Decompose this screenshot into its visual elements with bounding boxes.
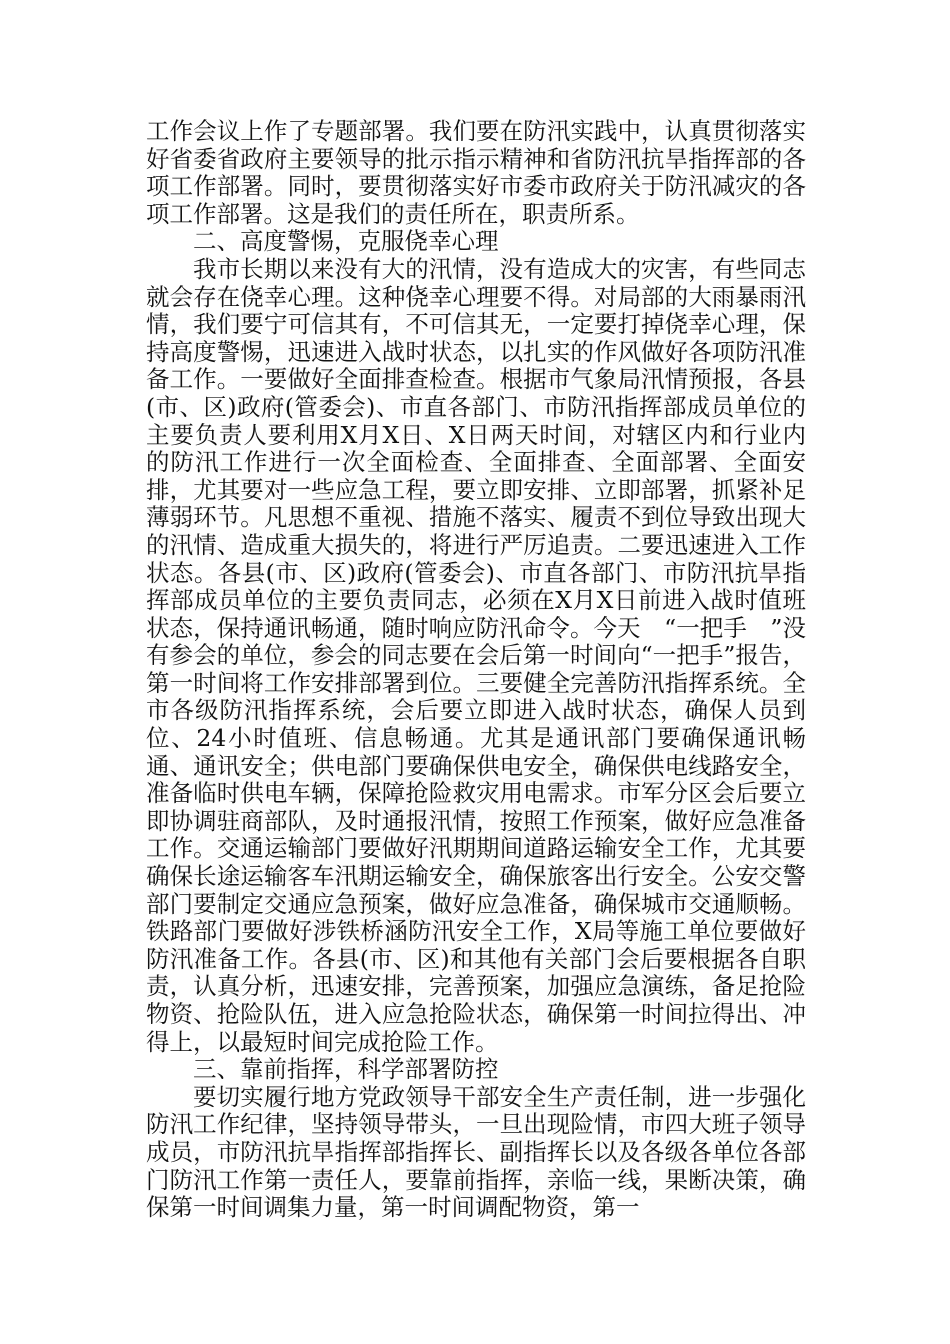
body-paragraph: 我市长期以来没有大的汛情，没有造成大的灾害，有些同志就会存在侥幸心理。这种侥幸心理要不得。对局部的大雨暴雨汛情，我们要宁可信其有，不可信其无，一定要打掉侥幸心理，保持高度警惕，迅速进入战时状态，以扎实的作风做好各项防汛准备工作。一要做好全面排查检查。根据市气象局汛情预报，各县(市、区)政府(管委会)、市直各部门、市防汛指挥部成员单位的主要负责人要利用X月X日、X日两天时间，对辖区内和行业内的防汛工作进行一次全面检查、全面排查、全面部署、全面安排，尤其要对一些应急工程，要立即安排、立即部署，抓紧补足薄弱环节。凡思想不重视、措施不落实、履责不到位导致出现大的汛情、造成重大损失的，将进行严厉追责。二要迅速进入工作状态。各县(市、区)政府(管委会)、市直各部门、市防汛抗旱指挥部成员单位的主要负责同志，必须在X月X日前进入战时值班状态，保持通讯畅通，随时响应防汛命令。今天 “一把手 ”没有参会的单位，参会的同志要在会后第一时间向“一把手”报告，第一时间将工作安排部署到位。三要健全完善防汛指挥系统。全市各级防汛指挥系统，会后要立即进入战时状态，确保人员到位、24小时值班、信息畅通。尤其是通讯部门要确保通讯畅通、通讯安全；供电部门要确保供电安全，确保供电线路安全，准备临时供电车辆，保障抢险救灾用电需求。市军分区会后要立即协调驻商部队，及时通报汛情，按照工作预案，做好应急准备工作。交通运输部门要做好汛期期间道路运输安全工作，尤其要确保长途运输客车汛期运输安全，确保旅客出行安全。公安交警部门要制定交通应急预案，做好应急准备，确保城市交通顺畅。铁路部门要做好涉铁桥涵防汛安全工作，X局等施工单位要做好防汛准备工作。各县(市、区)和其他有关部门会后要根据各自职责，认真分析，迅速安排，完善预案，加强应急演练，备足抢险物资、抢险队伍，进入应急抢险状态，确保第一时间拉得出、冲得上，以最短时间完成抢险工作。 <box>146 254 806 1056</box>
section-heading: 三、靠前指挥，科学部署防控 <box>193 1055 499 1084</box>
document-body <box>146 118 806 1222</box>
section-heading: 二、高度警惕，克服侥幸心理 <box>193 227 499 256</box>
body-paragraph: 要切实履行地方党政领导干部安全生产责任制，进一步强化防汛工作纪律，坚持领导带头，一旦出现险情，市四大班子领导成员，市防汛抗旱指挥部指挥长、副指挥长以及各级各单位各部门防汛工作第一责任人，要靠前指挥，亲临一线，果断决策，确保第一时间调集力量，第一时间调配物资，第一 <box>146 1082 806 1222</box>
body-paragraph: 工作会议上作了专题部署。我们要在防汛实践中，认真贯彻落实好省委省政府主要领导的批示指示精神和省防汛抗旱指挥部的各项工作部署。同时，要贯彻落实好市委市政府关于防汛减灾的各项工作部署。这是我们的责任所在，职责所系。 <box>146 117 806 228</box>
